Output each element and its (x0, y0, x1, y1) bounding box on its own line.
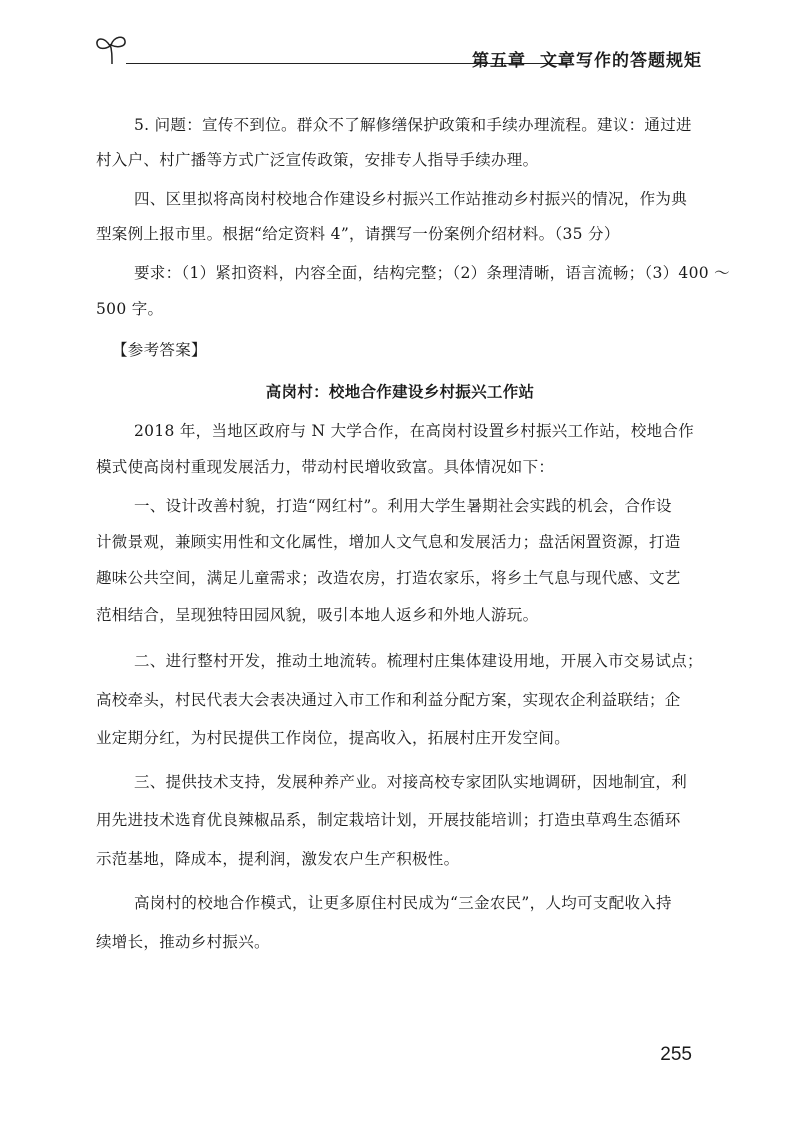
chapter-number: 第五章 (472, 51, 526, 71)
text-line: 趣味公共空间，满足儿童需求；改造农房，打造农家乐，将乡土气息与现代感、文艺 (96, 569, 681, 587)
text-line: 高岗村的校地合作模式，让更多原住村民成为“三金农民”，人均可支配收入持 (134, 894, 672, 912)
answer-title: 高岗村：校地合作建设乡村振兴工作站 (265, 382, 535, 401)
text-line: 用先进技术选育优良辣椒品系，制定栽培计划，开展技能培训；打造虫草鸡生态循环 (96, 811, 681, 829)
page-number: 255 (660, 1044, 692, 1065)
text-line: 示范基地，降成本，提利润，激发农户生产积极性。 (96, 850, 460, 868)
text-line: 计微景观，兼顾实用性和文化属性，增加人文气息和发展活力；盘活闲置资源，打造 (96, 533, 681, 551)
sprout-icon (92, 32, 132, 66)
answer-label: 【参考答案】 (112, 341, 207, 359)
text-line: 村入户、村广播等方式广泛宣传政策，安排专人指导手续办理。 (96, 151, 539, 169)
text-line: 模式使高岗村重现发展活力，带动村民增收致富。具体情况如下： (96, 458, 555, 476)
text-line: 一、设计改善村貌，打造“网红村”。利用大学生暑期社会实践的机会，合作设 (134, 497, 672, 515)
text-line: 业定期分红，为村民提供工作岗位，提高收入，拓展村庄开发空间。 (96, 729, 571, 747)
text-line: 范相结合，呈现独特田园风貌，吸引本地人返乡和外地人游玩。 (96, 606, 539, 624)
text-line: 2018 年，当地区政府与 N 大学合作，在高岗村设置乡村振兴工作站，校地合作 (134, 422, 694, 440)
chapter-title: 文章写作的答题规矩 (540, 51, 702, 71)
text-line: 要求：（1）紧扣资料，内容全面，结构完整；（2）条理清晰，语言流畅；（3）400 ～ (134, 264, 730, 282)
chapter-heading (472, 46, 702, 71)
text-line: 5. 问题：宣传不到位。群众不了解修缮保护政策和手续办理流程。建议：通过进 (134, 116, 692, 134)
text-line: 型案例上报市里。根据“给定资料 4”，请撰写一份案例介绍材料。（35 分） (96, 225, 620, 243)
text-line: 续增长，推动乡村振兴。 (96, 933, 270, 951)
text-line: 二、进行整村开发，推动土地流转。梳理村庄集体建设用地，开展入市交易试点； (134, 652, 703, 670)
text-line: 500 字。 (96, 300, 164, 318)
running-header (92, 30, 702, 70)
text-line: 三、提供技术支持，发展种养产业。对接高校专家团队实地调研，因地制宜，利 (134, 773, 688, 791)
text-line: 四、区里拟将高岗村校地合作建设乡村振兴工作站推动乡村振兴的情况，作为典 (134, 190, 688, 208)
text-line: 高校牵头，村民代表大会表决通过入市工作和利益分配方案，实现农企利益联结；企 (96, 691, 681, 709)
